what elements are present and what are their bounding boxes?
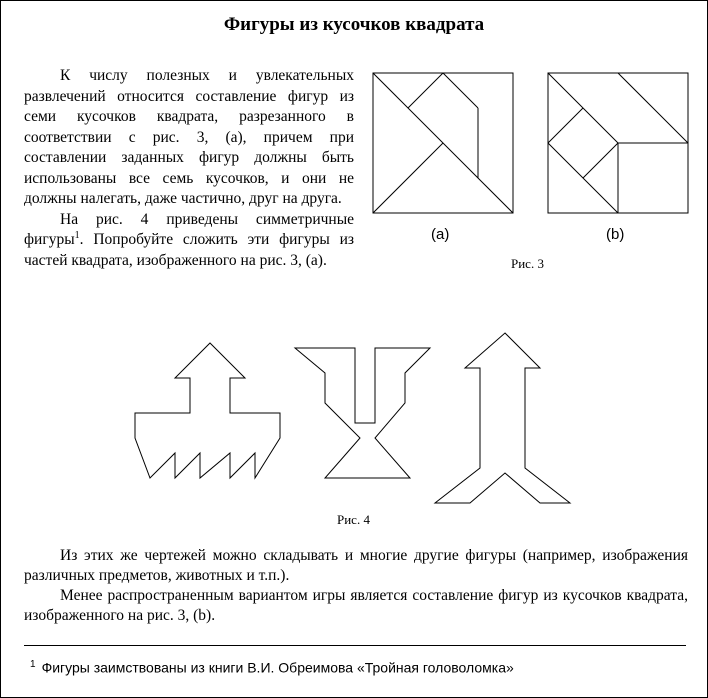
bottom-paragraph-1: Из этих же чертежей можно складывать и многие другие фигуры (например, изображения различных предметов, животных и т.п.). (24, 547, 688, 584)
footnote-divider (24, 645, 686, 646)
intro-p2-end: . Попробуйте сложить эти фигуры из частей квадрата, изображенного на рис. 3, (а). (24, 231, 354, 269)
footnote (30, 659, 514, 676)
footnote-marker: 1 (30, 659, 36, 670)
figure-4-caption: Рис. 4 (337, 512, 370, 527)
footnote-text: Фигуры заимствованы из книги В.И. Обреимова «Тройная головоломка» (41, 659, 514, 676)
footnote-ref: 1 (74, 229, 80, 241)
tangram-figure-3 (435, 333, 570, 503)
intro-paragraph-1: К числу полезных и увлекательных развлечений относится составление фигур из семи кусочков квадрата, разрезанного в соответствии с рис. 3, (а), причем при составлении заданных фигур должны быть использованы все семь кусочков, и они не должны налегать, даже частично, друг на друга. (24, 67, 354, 207)
figure-4-shapes (130, 328, 580, 513)
bottom-paragraph-2: Менее распространенным вариантом игры является составление фигур из кусочков квадрата, изображенного на рис. 3, (b). (24, 587, 688, 624)
figure-3-caption: Рис. 3 (511, 256, 544, 271)
tangram-figure-2 (295, 348, 430, 478)
intro-text (24, 66, 354, 271)
figure-3a-label: (a) (431, 226, 450, 243)
intro-paragraph-2 (24, 210, 354, 272)
page-title: Фигуры из кусочков квадрата (223, 14, 485, 35)
figure-3-diagrams (368, 68, 693, 228)
bottom-text (24, 546, 688, 626)
tangram-square-a (373, 73, 513, 213)
tangram-figure-1 (135, 343, 280, 478)
tangram-square-b (548, 73, 688, 213)
intro-p2-start: На рис. 4 приведены симметричные фигуры (24, 210, 354, 248)
figure-3b-label: (b) (606, 226, 625, 243)
